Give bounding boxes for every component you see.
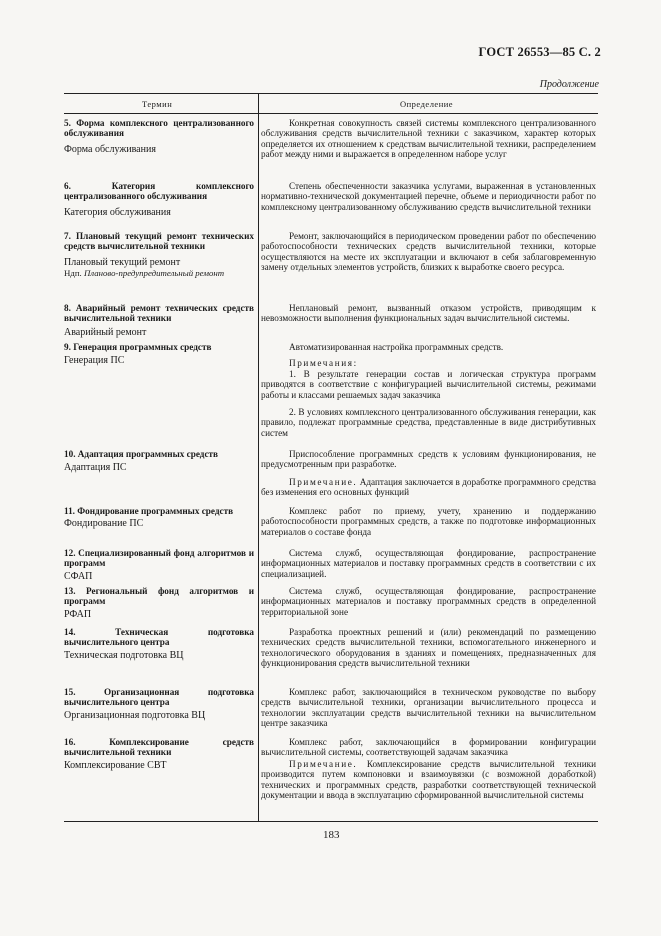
term-definition-6: Степень обеспеченности заказчика услугами, выраженная в установленных нормативно-технической документацией перечне, объеме и периодичности работ по комплексному централизованному обслуживанию средств вычислительной техники: [261, 181, 596, 212]
note-9-1: 1. В результате генерации состав и логическая структура программ приводятся в соответствие с конфигурацией вычислительной системы, режимами работы и классами решаемых задач заказчика: [261, 369, 596, 400]
term-entry-7: [64, 231, 254, 279]
term-name: 13. Региональный фонд алгоритмов и программ: [64, 586, 254, 607]
term-name: 9. Генерация программных средств: [64, 342, 212, 352]
column-header-definition: Определение: [400, 99, 454, 109]
term-name: 11. Фондирование программных средств: [64, 506, 234, 516]
table-top-rule: [64, 93, 598, 94]
note-16: Примечание. Комплексирование средств вычислительной техники производится путем компоновки и взаимоувязки (с возможной доработкой) технических и программных средств, разработки соответствующей технической документации и ввода в эксплуатацию сформированной вычислительной системы: [261, 759, 596, 801]
term-definition-15: Комплекс работ, заключающийся в техническом руководстве по выбору средств вычислительной техники, организации вычислительного процесса и технологии эксплуатации средств вычислительной техники на вычислительном центре заказчика: [261, 687, 596, 729]
term-short-form: Генерация ПС: [64, 355, 125, 367]
term-short-form: СФАП: [64, 570, 93, 582]
term-definition-5: Конкретная совокупность связей системы комплексного централизованного обслуживания средств вычислительной техники с заказчиком, характер которых определяется их отношением к средствам вычислительной техники, распределением работ между ними и выражается в определенном наборе услуг: [261, 118, 596, 160]
term-definition-11: Комплекс работ по приему, учету, хранению и поддержанию работоспособности программных средств, а также по подготовке информационных материалов о составе фонда: [261, 506, 596, 537]
term-entry-13: [64, 586, 254, 620]
term-name: 7. Плановый текущий ремонт технических средств вычислительной техники: [64, 231, 254, 252]
term-short-form: Техническая подготовка ВЦ: [64, 649, 184, 661]
term-entry-6: [64, 181, 254, 218]
term-entry-12: [64, 548, 254, 582]
term-short-form: Адаптация ПС: [64, 462, 127, 474]
term-definition-10: Приспособление программных средств к условиям функционирования, не предусмотренным при разработке.: [261, 449, 596, 470]
term-name: 15. Организационная подготовка вычислительного центра: [64, 687, 254, 708]
table-bottom-rule: [64, 821, 598, 822]
term-entry-14: [64, 627, 254, 661]
deprecated-text: Планово-предупредительный ремонт: [83, 268, 225, 279]
term-entry-10: [64, 449, 254, 474]
term-entry-16: [64, 737, 254, 771]
term-definition-12: Система служб, осуществляющая фондирование, распространение информационных материалов и поставку программных средств в соответствии с их специализацией.: [261, 548, 596, 579]
term-name: 8. Аварийный ремонт технических средств вычислительной техники: [64, 303, 254, 324]
term-definition-8: Неплановый ремонт, вызванный отказом устройств, приводящим к невозможности выполнения функциональных задач вычислительной системы.: [261, 303, 596, 324]
term-short-form: Фондирование ПС: [64, 518, 144, 530]
deprecated-term: [64, 268, 254, 278]
term-name: 14. Техническая подготовка вычислительного центра: [64, 627, 254, 648]
term-entry-9: [64, 342, 254, 367]
page-number: 183: [323, 829, 340, 841]
term-entry-15: [64, 687, 254, 721]
note-10: Примечание. Адаптация заключается в доработке программного средства без изменения его основных функций: [261, 477, 597, 498]
notes-title-9: Примечания:: [289, 358, 358, 368]
column-divider: [258, 93, 259, 821]
terms-table: [64, 93, 598, 821]
term-entry-5: [64, 118, 254, 155]
term-short-form: Форма обслуживания: [64, 143, 156, 155]
column-header-term: Термин: [142, 99, 173, 109]
term-name: 5. Форма комплексного централизованного обслуживания: [64, 118, 254, 139]
term-short-form: РФАП: [64, 608, 92, 620]
term-short-form: Плановый текущий ремонт: [64, 256, 181, 268]
term-short-form: Категория обслуживания: [64, 206, 171, 218]
term-name: 16. Комплексирование средств вычислительной техники: [64, 737, 254, 758]
term-short-form: Аварийный ремонт: [64, 326, 147, 338]
term-definition-13: Система служб, осуществляющая фондирование, распространение информационных материалов и поставку программных средств в определенной территориальной зоне: [261, 586, 596, 617]
term-definition-9: Автоматизированная настройка программных средств.: [289, 342, 504, 352]
term-name: 10. Адаптация программных средств: [64, 449, 218, 459]
document-header: ГОСТ 26553—85 С. 2: [478, 45, 601, 59]
term-name: 6. Категория комплексного централизованного обслуживания: [64, 181, 254, 202]
term-definition-7: Ремонт, заключающийся в периодическом проведении работ по обеспечению работоспособности технических средств вычислительной техники, которые осуществляются на месте их эксплуатации и включают в себя заблаговременную замену отдельных элементов устройств, близких к выработке своего ресурса.: [261, 231, 596, 273]
continuation-label: Продолжение: [539, 79, 599, 90]
term-name: 12. Специализированный фонд алгоритмов и программ: [64, 548, 254, 569]
term-entry-11: [64, 506, 254, 530]
deprecated-label: Ндп.: [64, 268, 82, 279]
term-short-form: Организационная подготовка ВЦ: [64, 709, 206, 721]
note-9-2: 2. В условиях комплексного централизованного обслуживания генерации, как правило, подлежат программные средства, представленные в виде дистрибутивных систем: [261, 407, 596, 438]
table-header-rule: [64, 113, 598, 114]
term-definition-14: Разработка проектных решений и (или) рекомендаций по размещению технических средств вычислительной техники, вспомогательного инженерного и технологического оборудования в зданиях и помещениях, предназначенных для функционирования средств вычислительной техники: [261, 627, 596, 669]
term-definition-16: Комплекс работ, заключающийся в формировании конфигурации вычислительной системы, соответствующей задачам заказчика: [261, 737, 596, 758]
term-short-form: Комплексирование СВТ: [64, 759, 167, 771]
term-entry-8: [64, 303, 254, 338]
